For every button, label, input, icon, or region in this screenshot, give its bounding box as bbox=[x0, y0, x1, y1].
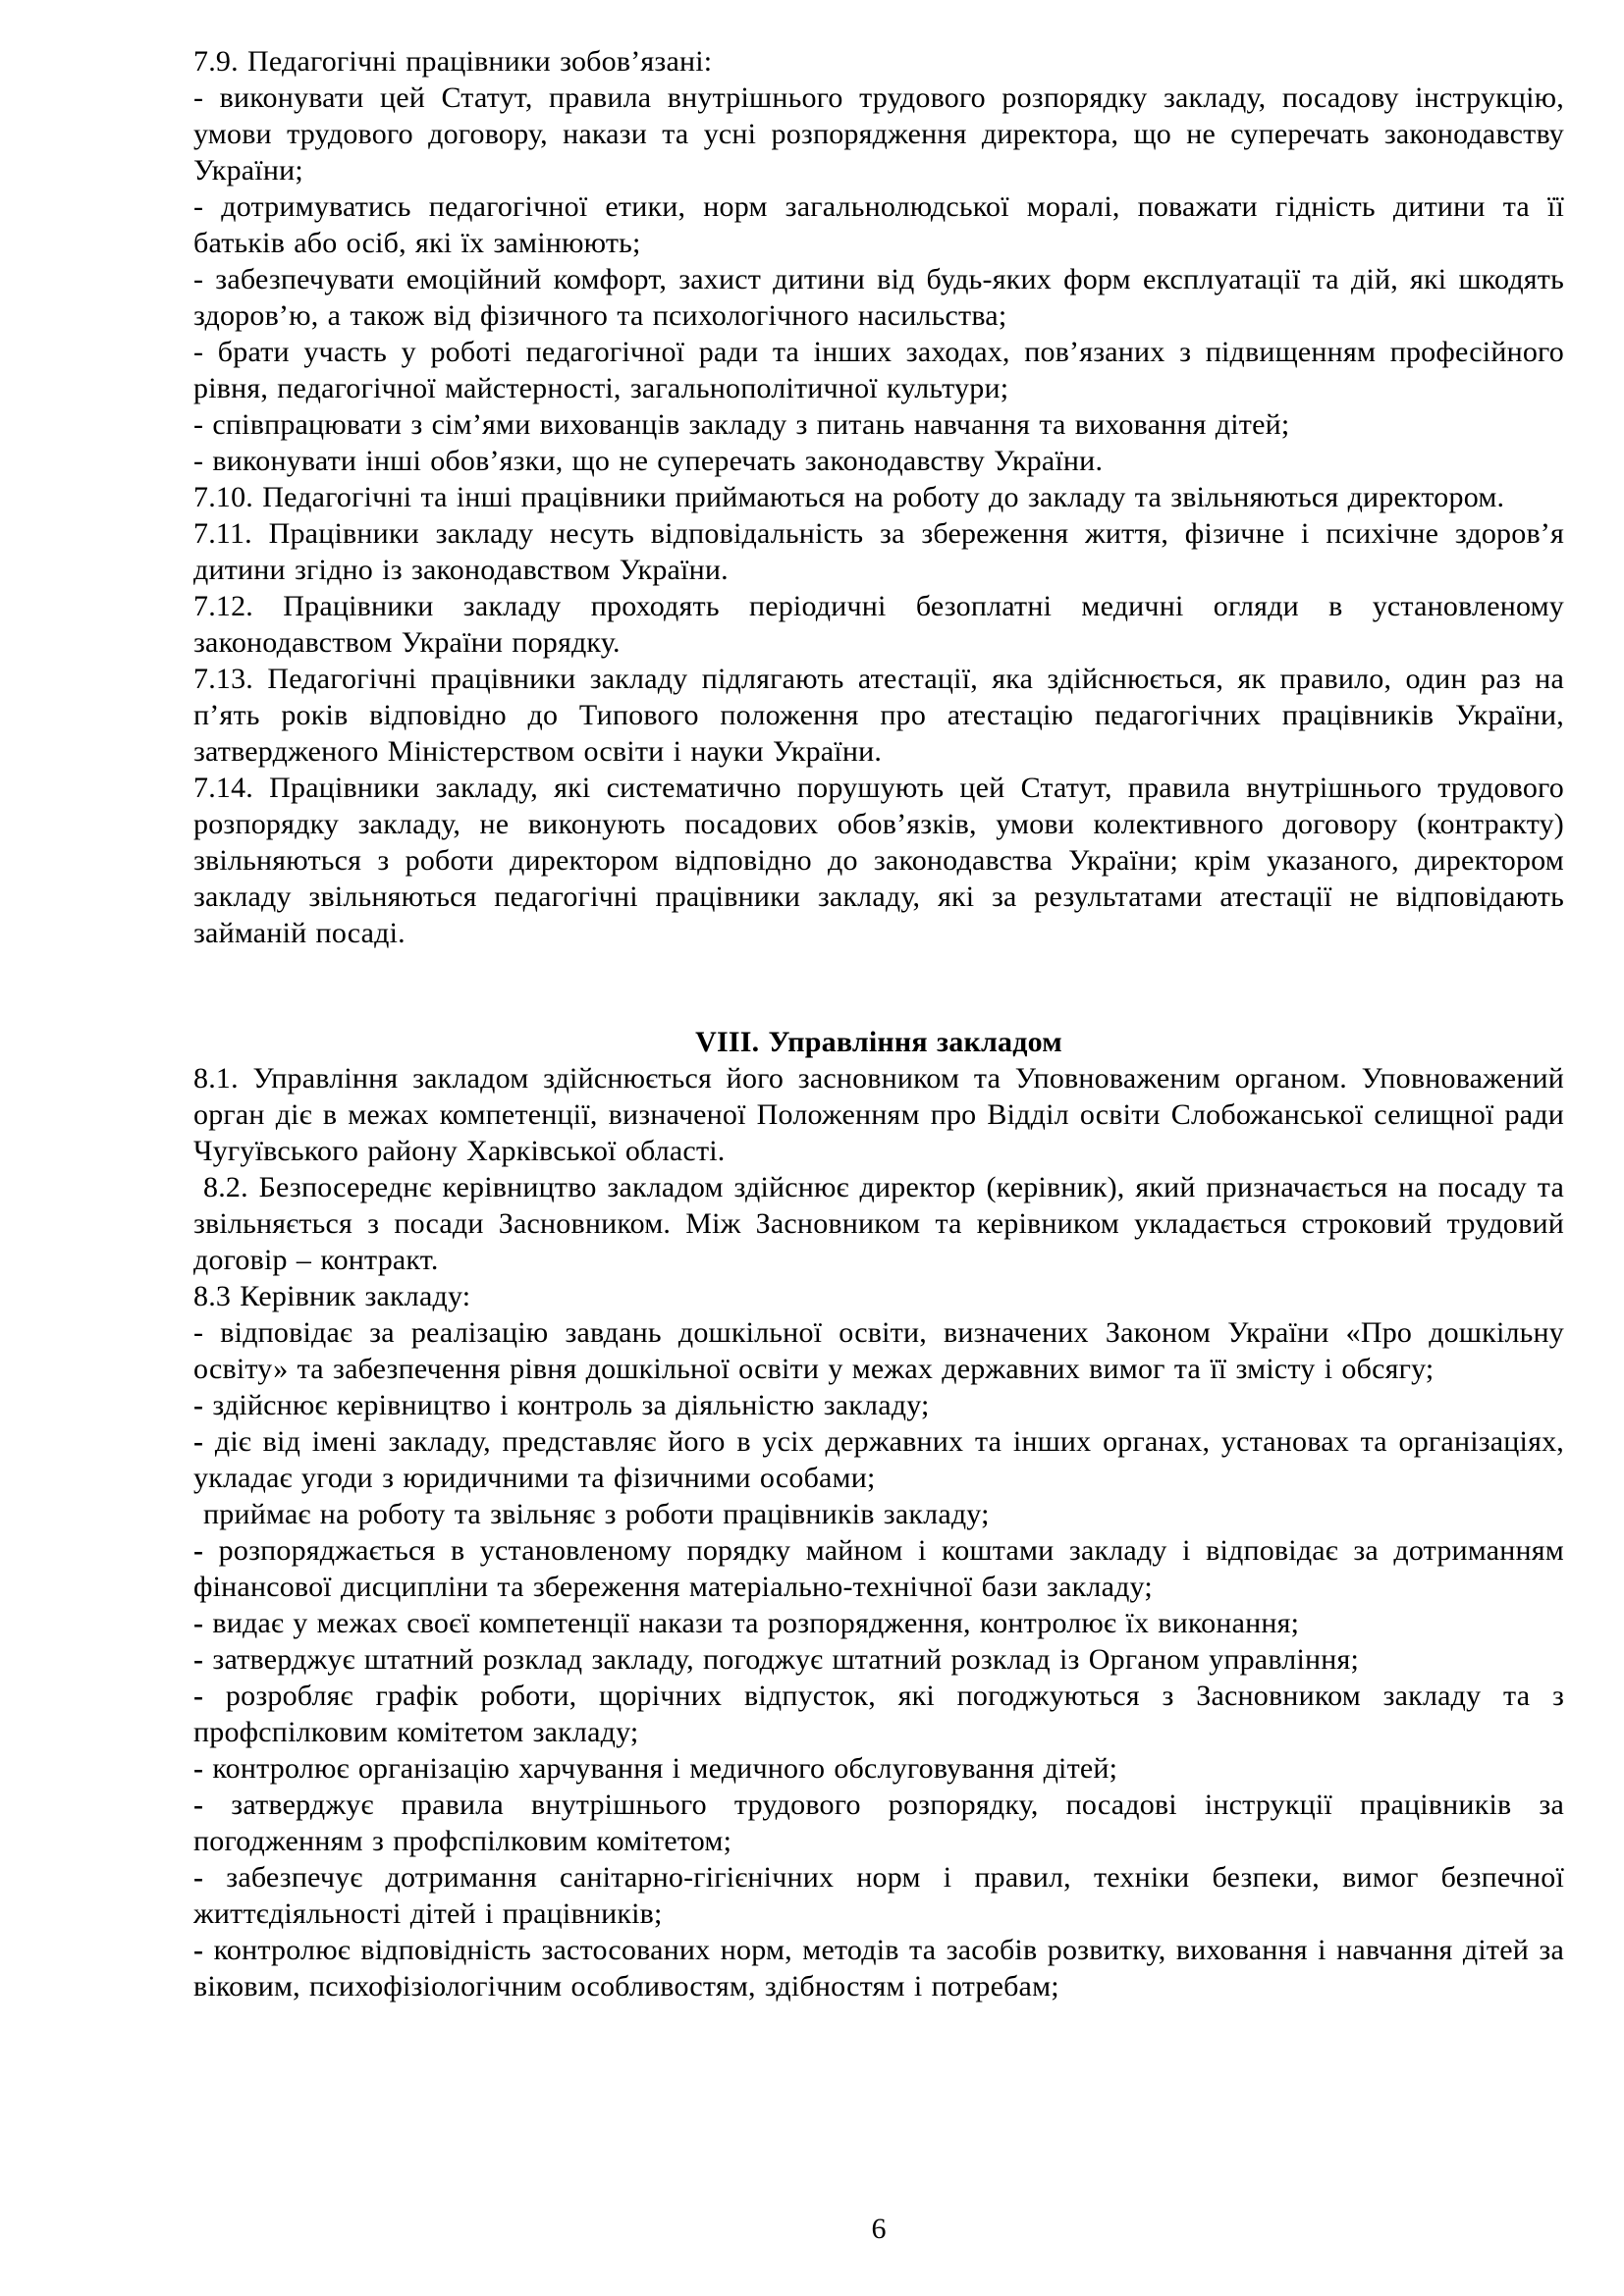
paragraph: 7.9. Педагогічні працівники зобов’язані: bbox=[193, 45, 713, 78]
paragraph: 8.1. Управління закладом здійснюється його засновником та Уповноваженим органом. Уповноважений орган діє в межах компетенції, визначеної Положенням про Відділ освіти Слобожанської селищної ради Чугуївського району Харківської області. bbox=[193, 1062, 1564, 1167]
list-item: - контролює організацію харчування і медичного обслуговування дітей; bbox=[193, 1752, 1118, 1785]
page-content bbox=[193, 43, 1564, 2004]
bullet-dash: - bbox=[193, 1680, 204, 1712]
list-item: - забезпечує дотримання санітарно-гігієнічних норм і правил, техніки безпеки, вимог безпечної життєдіяльності дітей і працівників; bbox=[193, 1861, 1564, 1930]
list-item: - контролює відповідність застосованих норм, методів та засобів розвитку, виховання і навчання дітей за віковим, психофізіологічним особливостям, здібностям і потребам; bbox=[193, 1934, 1564, 2002]
paragraph: - виконувати цей Статут, правила внутрішнього трудового розпорядку закладу, посадову інструкцію, умови трудового договору, накази та усні розпорядження директора, що не суперечать законодавству України; bbox=[193, 81, 1564, 187]
page-number: 6 bbox=[871, 2213, 887, 2245]
list-item: - затверджує правила внутрішнього трудового розпорядку, посадові інструкції працівників за погодженням з профспілковим комітетом; bbox=[193, 1789, 1564, 1857]
bullet-dash: - bbox=[193, 1643, 204, 1676]
bullet-dash: - bbox=[193, 1752, 204, 1785]
paragraph: - брати участь у роботі педагогічної ради та інших заходах, пов’язаних з підвищенням професійного рівня, педагогічної майстерності, загальнополітичної культури; bbox=[193, 336, 1564, 404]
paragraph: приймає на роботу та звільняє з роботи працівників закладу; bbox=[203, 1498, 990, 1530]
paragraph: 8.3 Керівник закладу: bbox=[193, 1280, 471, 1312]
bullet-dash: - bbox=[193, 1534, 204, 1567]
bullet-dash: - bbox=[193, 1425, 204, 1458]
paragraph: - виконувати інші обов’язки, що не суперечать законодавству України. bbox=[193, 445, 1104, 477]
paragraph: 7.12. Працівники закладу проходять періодичні безоплатні медичні огляди в установленому законодавством України порядку. bbox=[193, 590, 1564, 659]
bullet-dash: - bbox=[193, 1789, 204, 1821]
list-item: - розпоряджається в установленому порядку майном і коштами закладу і відповідає за дотриманням фінансової дисципліни та збереження матеріально-технічної бази закладу; bbox=[193, 1534, 1564, 1603]
paragraph: - співпрацювати з сім’ями вихованців закладу з питань навчання та виховання дітей; bbox=[193, 408, 1290, 441]
bullet-dash: - bbox=[193, 1389, 204, 1421]
paragraph: - відповідає за реалізацію завдань дошкільної освіти, визначених Законом України «Про дошкільну освіту» та забезпечення рівня дошкільної освіти у межах державних вимог та її змісту і обсягу; bbox=[193, 1316, 1564, 1385]
bullet-dash: - bbox=[193, 1861, 204, 1894]
list-item: - затверджує штатний розклад закладу, погоджує штатний розклад із Органом управління; bbox=[193, 1643, 1360, 1676]
paragraph: 7.13. Педагогічні працівники закладу підлягають атестації, яка здійснюється, як правило, один раз на п’ять років відповідно до Типового положення про атестацію педагогічних працівників України, затвердженого Міністерством освіти і науки України. bbox=[193, 663, 1564, 768]
list-item: - видає у межах своєї компетенції накази та розпорядження, контролює їх виконання; bbox=[193, 1607, 1300, 1639]
paragraph: 7.14. Працівники закладу, які систематично порушують цей Статут, правила внутрішнього трудового розпорядку закладу, не виконують посадових обов’язків, умови колективного договору (контракту) звільняються з роботи директором відповідно до законодавства України; крім указаного, директором закладу звільняються педагогічні працівники закладу, які за результатами атестації не відповідають займаній посаді. bbox=[193, 772, 1564, 949]
paragraph: 8.2. Безпосереднє керівництво закладом здійснює директор (керівник), який призначається на посаду та звільняється з посади Засновником. Між Засновником та керівником укладається строковий трудовий договір – контракт. bbox=[193, 1171, 1564, 1276]
list-item: - здійснює керівництво і контроль за діяльністю закладу; bbox=[193, 1389, 930, 1421]
paragraph: - дотримуватись педагогічної етики, норм загальнолюдської моралі, поважати гідність дитини та її батьків або осіб, які їх замінюють; bbox=[193, 190, 1564, 259]
list-item: - діє від імені закладу, представляє його в усіх державних та інших органах, установах та організаціях, укладає угоди з юридичними та фізичними особами; bbox=[193, 1425, 1564, 1494]
paragraph: 7.10. Педагогічні та інші працівники приймаються на роботу до закладу та звільняються директором. bbox=[193, 481, 1505, 513]
paragraph: - забезпечувати емоційний комфорт, захист дитини від будь-яких форм експлуатації та дій, які шкодять здоров’ю, а також від фізичного та психологічного насильства; bbox=[193, 263, 1564, 332]
section-heading: VIII. Управління закладом bbox=[695, 1026, 1062, 1058]
list-item: - розробляє графік роботи, щорічних відпусток, які погоджуються з Засновником закладу та з профспілковим комітетом закладу; bbox=[193, 1680, 1564, 1748]
bullet-dash: - bbox=[193, 1607, 204, 1639]
bullet-dash: - bbox=[193, 1934, 204, 1966]
paragraph: 7.11. Працівники закладу несуть відповідальність за збереження життя, фізичне і психічне здоров’я дитини згідно із законодавством України. bbox=[193, 517, 1564, 586]
